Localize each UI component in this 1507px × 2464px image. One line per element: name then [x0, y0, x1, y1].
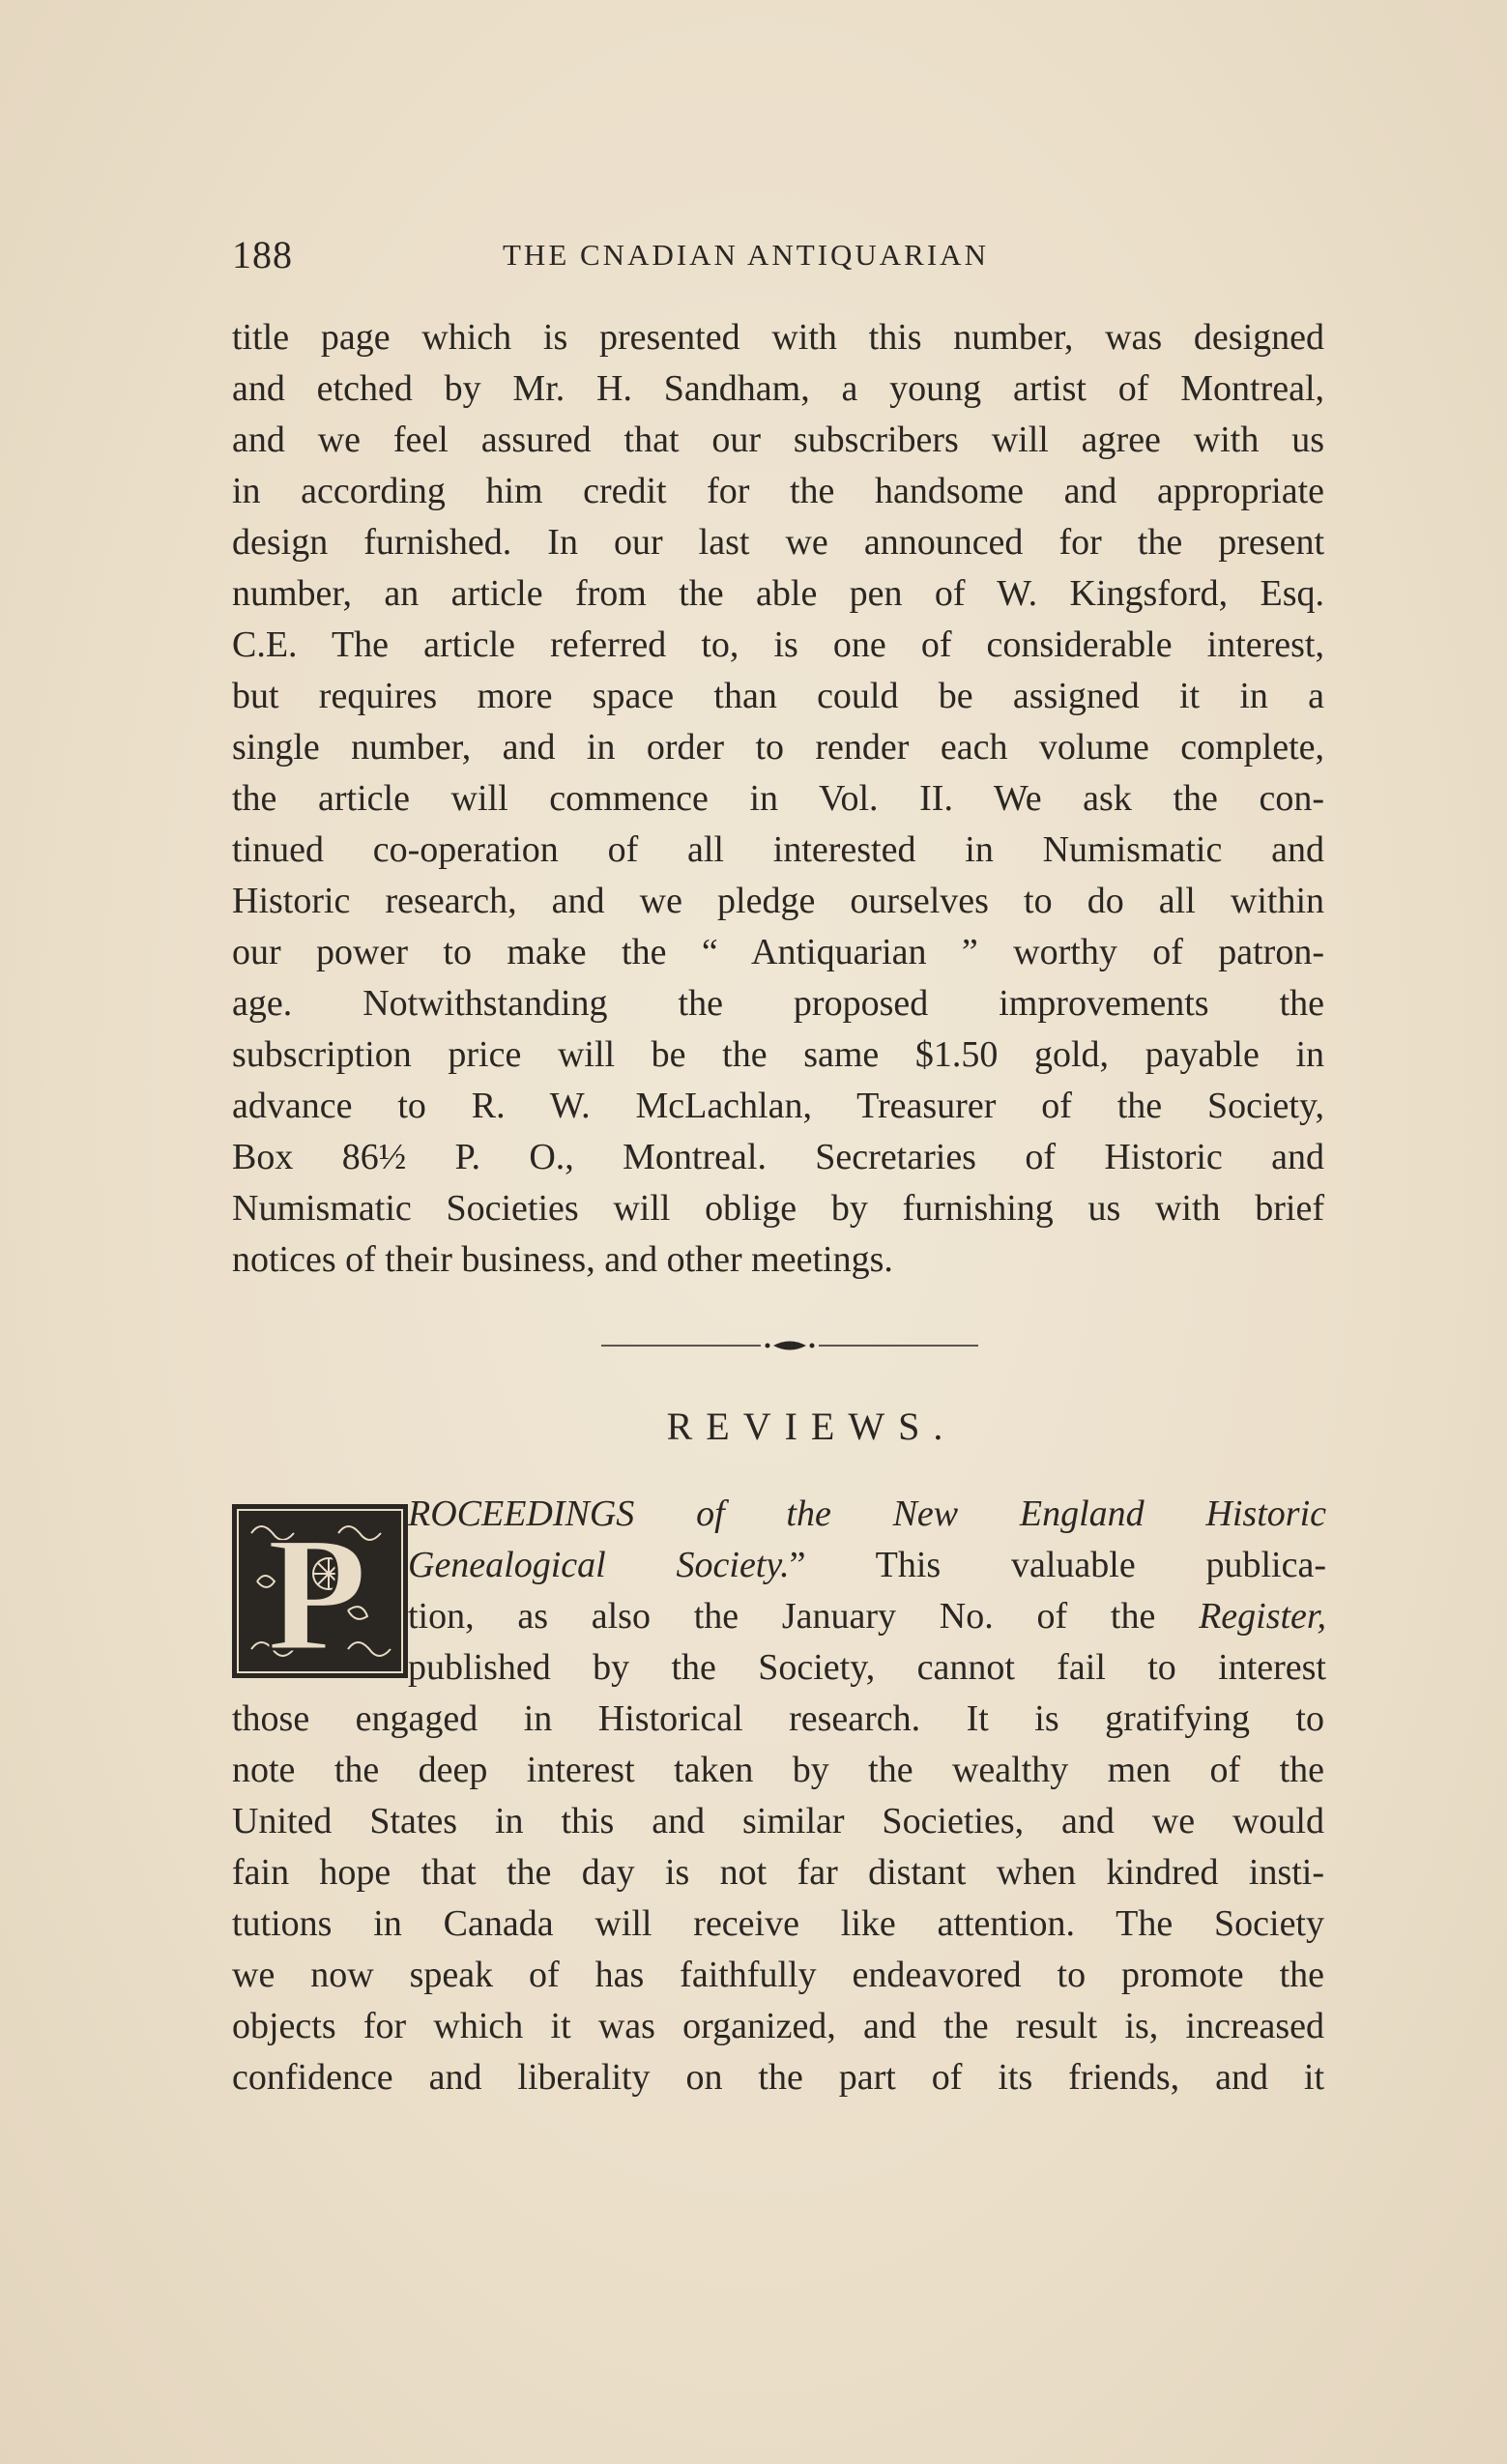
text-line: the article will commence in Vol. II. We ask the con- [232, 778, 1324, 819]
review-paragraph [232, 1694, 1324, 2103]
text-line: and we feel assured that our subscribers will agree with us [232, 420, 1324, 460]
ornamental-dropcap-icon [232, 1504, 408, 1678]
text-line: C.E. The article referred to, is one of considerable interest, [232, 624, 1324, 665]
text-line: those engaged in Historical research. It is gratifying to [232, 1698, 1324, 1739]
text-line: and etched by Mr. H. Sandham, a young artist of Montreal, [232, 368, 1324, 409]
text-line: tutions in Canada will receive like attention. The Society [232, 1903, 1324, 1944]
text-line [408, 1591, 1326, 1642]
reviews-heading: REVIEWS. [666, 1405, 957, 1448]
text-line: Numismatic Societies will oblige by furnishing us with brief [232, 1188, 1324, 1229]
text-line [408, 1489, 1326, 1540]
text-line: in according him credit for the handsome and appropriate [232, 471, 1324, 511]
text-line: but requires more space than could be assigned it in a [232, 676, 1324, 716]
page-number: 188 [232, 233, 293, 276]
page-header [232, 232, 1334, 280]
text-line: title page which is presented with this number, was designed [232, 317, 1324, 358]
editorial-paragraph [232, 312, 1324, 1286]
dropcap-letter: P [267, 1504, 367, 1678]
text-line: subscription price will be the same $1.50 gold, payable in [232, 1034, 1324, 1075]
running-head: THE CNADIAN ANTIQUARIAN [503, 238, 989, 272]
text-line: Historic research, and we pledge ourselves to do all within [232, 881, 1324, 921]
text-fragment: ” This valuable publica- [789, 1545, 1326, 1585]
text-fragment: tion, as also the January No. of the [408, 1596, 1200, 1637]
review-title-italic: Genealogical Society. [408, 1545, 790, 1585]
text-line: published by the Society, cannot fail to interest [408, 1647, 1326, 1688]
text-line: Box 86½ P. O., Montreal. Secretaries of Historic and [232, 1137, 1324, 1177]
text-line [408, 1540, 1326, 1591]
text-line: notices of their business, and other meetings. [232, 1239, 893, 1280]
review-opening-lines [408, 1489, 1326, 1694]
text-line: fain hope that the day is not far distant when kindred insti- [232, 1852, 1324, 1893]
text-line: tinued co-operation of all interested in Numismatic and [232, 829, 1324, 870]
text-line: number, an article from the able pen of W. Kingsford, Esq. [232, 573, 1324, 614]
text-line: note the deep interest taken by the wealthy men of the [232, 1750, 1324, 1790]
text-line: design furnished. In our last we announced for the present [232, 522, 1324, 563]
text-line: United States in this and similar Societies, and we would [232, 1801, 1324, 1841]
text-line: confidence and liberality on the part of its friends, and it [232, 2057, 1324, 2098]
text-line: our power to make the “ Antiquarian ” worthy of patron- [232, 932, 1324, 972]
review-title-italic: ROCEEDINGS of the New England Historic [408, 1493, 1326, 1534]
text-line: age. Notwithstanding the proposed improvements the [232, 983, 1324, 1024]
register-italic: Register, [1199, 1596, 1326, 1637]
text-line: objects for which it was organized, and the result is, increased [232, 2006, 1324, 2046]
section-divider-ornament [601, 1334, 978, 1357]
text-line: single number, and in order to render each volume complete, [232, 727, 1324, 768]
text-line: we now speak of has faithfully endeavored to promote the [232, 1955, 1324, 1995]
text-line: advance to R. W. McLachlan, Treasurer of the Society, [232, 1086, 1324, 1126]
